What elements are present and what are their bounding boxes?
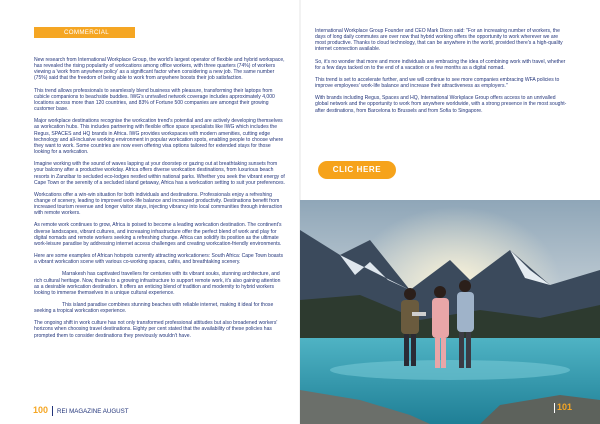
- paragraph: Marrakesh has captivated travellers for centuries with its vibrant souks, stunning architecture, and rich cultural heritage. Now, thanks to a growing infrastructure to support remote work, it's also gaining attention as a desirable workcation destination. It offers an enticing blend of tradition and modernity to hybrid workers looking to immerse themselves in a unique cultural experience.: [34, 271, 281, 296]
- right-article-column: [315, 28, 567, 120]
- paragraph: Major workplace destinations recognise the workcation trend's potential and are actively developing themselves as workcation hubs. This includes partnering with flexible office space specialists like IWG which includes the Regus, SPACES and HQ brands in Africa. IWG provides workspaces with modern amenities, cutting edge technology and all-inclusive working environment in popular workcation spots, enabling people to choose where they want to work. Some countries are now even offering visa options tailored for extended stays for those looking for a workcation.: [34, 118, 284, 156]
- paragraph: This trend allows professionals to seamlessly blend business with pleasure, transforming their laptops from cubicle companions to beachside buddies. IWG's unrivalled network coverage includes approximately 4,000 locations across more than 120 countries, and 83% of Fortune 500 companies are amongst their growing customer base.: [34, 87, 275, 113]
- paragraph: Here are some examples of African hotspots currently attracting workcationers: South Africa: Cape Town boasts a vibrant workcation scene with various co-working spaces, cafés, and breathtaking scenery.: [34, 253, 284, 266]
- paragraph: The ongoing shift in work culture has not only transformed professional attitudes but also broadened workers' horizons when choosing travel destinations. Eighty per cent stated that the availability of these policies has prompted them to consider destinations they previously wouldn't have.: [34, 320, 278, 339]
- paragraph: So, it's no wonder that more and more individuals are embracing the idea of combining work with travel, whether for a few days tacked on to the end of a vacation or a few months as a digital nomad.: [315, 58, 566, 71]
- paragraph: This island paradise combines stunning beaches with reliable internet, making it ideal for those seeking a tropical workcation experience.: [34, 302, 274, 315]
- paragraph: As remote work continues to grow, Africa is poised to become a leading workcation destination. The continent's diverse landscapes, vibrant cultures, and increasing infrastructure offer the perfect blend of work and play for digital nomads and remote workers seeking a refreshing change. Africa can solidify its position as the ultimate work-leisure paradise by addressing internet access challenges and creating workcation-friendly environments.: [34, 222, 282, 247]
- left-page-number: 100: [33, 405, 49, 415]
- paragraph: With brands including Regus, Spaces and HQ, International Workplace Group offers access to an unrivalled global network and the opportunity to work from anywhere worldwide, with a strong presence in the most sought-after destinations, from Barcelona to Brussels and from Sofia to Singapore.: [315, 95, 567, 114]
- paragraph: Workcations offer a win-win situation for both individuals and destinations. Professionals enjoy a refreshing change of scenery, leading to improved work-life balance and increased productivity. Destinations benefit from increased tourism revenue and longer visitor stays, injecting vibrancy into local communities through interaction with remote workers.: [34, 191, 283, 217]
- paragraph: International Workplace Group Founder and CEO Mark Dixon said: "For an increasing number of workers, the days of long daily commutes are over now that hybrid working offers the opportunity to work wherever we are most productive. Thanks to cloud technology, that can be anywhere in the world, provided there's a high-quality internet connection available.: [315, 28, 563, 53]
- footer-divider: [52, 406, 53, 416]
- footer-divider: [554, 403, 555, 413]
- magazine-name: REI MAGAZINE AUGUST: [57, 408, 129, 415]
- workcation-photo: [300, 200, 600, 424]
- left-page-footer: [33, 405, 129, 416]
- left-article-column: [34, 57, 286, 345]
- click-here-button[interactable]: CLIC HERE: [318, 161, 396, 179]
- right-page-number: 101: [557, 402, 573, 412]
- right-page-footer: [554, 402, 572, 413]
- paragraph: New research from International Workplace Group, the world's largest operator of flexible and hybrid workspace, has revealed the rising popularity of workcations among office workers, with three quarters (74%) of workers viewing a 'work from anywhere policy' as a significant factor when considering a new job. The same number (75%) said that the freedom of being able to work from anywhere boosts their job satisfaction.: [34, 57, 285, 82]
- paragraph: Imagine working with the sound of waves lapping at your doorstep or gazing out at breathtaking sunsets from your balcony after a productive workday. Africa offers diverse workcation destinations, from luxurious beach resorts in Zanzibar to secluded eco-lodges nestled within national parks. Whether you seek the vibrant energy of Cape Town or the serenity of a secluded island getaway, Africa has a workcation setting to suit your preferences.: [34, 161, 285, 186]
- lakeside-colleagues-image: [300, 200, 600, 424]
- paragraph: This trend is set to accelerate further, and we will continue to see more companies embracing WFA policies to improve employees' work-life balance and increase their attractiveness as employers.": [315, 76, 560, 90]
- section-tag: COMMERCIAL: [34, 27, 135, 38]
